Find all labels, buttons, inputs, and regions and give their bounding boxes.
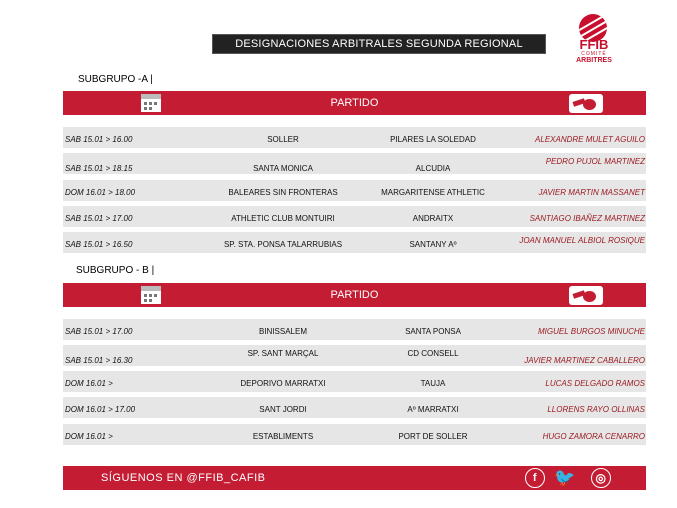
referee-name: LLORENS RAYO OLLINAS <box>547 405 645 414</box>
away-team: MARGARITENSE ATHLETIC <box>381 188 485 197</box>
referee-name: LUCAS DELGADO RAMOS <box>545 379 645 388</box>
subgroup-a-label: SUBGRUPO -A | <box>78 74 153 85</box>
match-date: SAB 15.01 > 18.15 <box>65 164 133 173</box>
ffib-logo <box>570 14 618 68</box>
match-date: DOM 16.01 > <box>65 432 113 441</box>
match-date: DOM 16.01 > <box>65 379 113 388</box>
home-team: SP. STA. PONSA TALARRUBIAS <box>223 240 343 249</box>
match-date: SAB 15.01 > 16.50 <box>65 240 133 249</box>
referee-name: JAVIER MARTIN MASSANET <box>538 188 645 197</box>
home-team: BINISSALEM <box>258 327 307 336</box>
logo-subtext-2: ARBITRES <box>576 57 612 64</box>
subgroup-b-header <box>63 283 646 307</box>
whistle-icon <box>569 286 603 305</box>
table-row <box>63 424 646 445</box>
away-team: PILARES LA SOLEDAD <box>390 135 476 144</box>
away-team: Aº MARRATXI <box>407 405 459 414</box>
referee-name: HUGO ZAMORA CENARRO <box>542 432 645 441</box>
table-row <box>63 180 646 201</box>
table-row <box>63 127 646 148</box>
away-team: PORT DE SOLLER <box>398 432 468 441</box>
table-row <box>63 206 646 227</box>
logo-text: FFIB <box>579 37 609 52</box>
home-team: ATHLETIC CLUB MONTUIRI <box>231 214 335 223</box>
page-title: DESIGNACIONES ARBITRALES SEGUNDA REGIONAL <box>212 34 546 54</box>
calendar-icon <box>141 286 161 304</box>
referee-name: PEDRO PUJOL MARTINEZ <box>545 157 645 166</box>
subgroup-a-header <box>63 91 646 115</box>
home-team: SANTA MONICA <box>253 164 313 173</box>
footer-social-text: SÍGUENOS EN @FFIB_CAFIB <box>101 472 266 484</box>
match-date: SAB 15.01 > 17.00 <box>65 214 133 223</box>
home-team: ESTABLIMENTS <box>252 432 314 441</box>
referee-name: JAVIER MARTINEZ CABALLERO <box>524 356 645 365</box>
referee-name: JOAN MANUEL ALBIOL ROSIQUE <box>519 236 645 245</box>
away-team: CD CONSELL <box>407 349 459 358</box>
home-team: SP. SANT MARÇAL <box>247 349 319 358</box>
table-row <box>63 371 646 392</box>
away-team: TAUJA <box>420 379 446 388</box>
table-row <box>63 153 646 174</box>
referee-name: ALEXANDRE MULET AGUILO <box>535 135 645 144</box>
table-row <box>63 397 646 418</box>
calendar-icon <box>141 94 161 112</box>
match-date: SAB 15.01 > 16.00 <box>65 135 133 144</box>
twitter-icon[interactable]: 🐦 <box>554 468 576 487</box>
whistle-icon <box>569 94 603 113</box>
home-team: SOLLER <box>267 135 299 144</box>
away-team: ANDRAITX <box>412 214 454 223</box>
match-date: SAB 15.01 > 16.30 <box>65 356 133 365</box>
home-team: SANT JORDI <box>259 405 307 414</box>
header-partido: PARTIDO <box>330 289 379 301</box>
table-row <box>63 345 646 366</box>
subgroup-b-label: SUBGRUPO - B | <box>76 265 155 276</box>
match-date: SAB 15.01 > 17.00 <box>65 327 133 336</box>
footer-bar <box>63 466 646 490</box>
logo-subtext: COMITÉ <box>581 51 607 57</box>
instagram-icon[interactable]: ◎ <box>591 468 611 488</box>
table-row <box>63 232 646 253</box>
referee-name: MIGUEL BURGOS MINUCHE <box>538 327 645 336</box>
table-row <box>63 319 646 340</box>
facebook-icon[interactable]: f <box>525 468 545 488</box>
match-date: DOM 16.01 > 17.00 <box>65 405 136 414</box>
away-team: SANTA PONSA <box>405 327 461 336</box>
away-team: ALCUDIA <box>415 164 451 173</box>
referee-name: SANTIAGO IBAÑEZ MARTINEZ <box>529 214 645 223</box>
header-partido: PARTIDO <box>330 97 379 109</box>
home-team: DEPORIVO MARRATXI <box>240 379 326 388</box>
away-team: SANTANY Aº <box>409 240 457 249</box>
match-date: DOM 16.01 > 18.00 <box>65 188 136 197</box>
home-team: BALEARES SIN FRONTERAS <box>228 188 338 197</box>
